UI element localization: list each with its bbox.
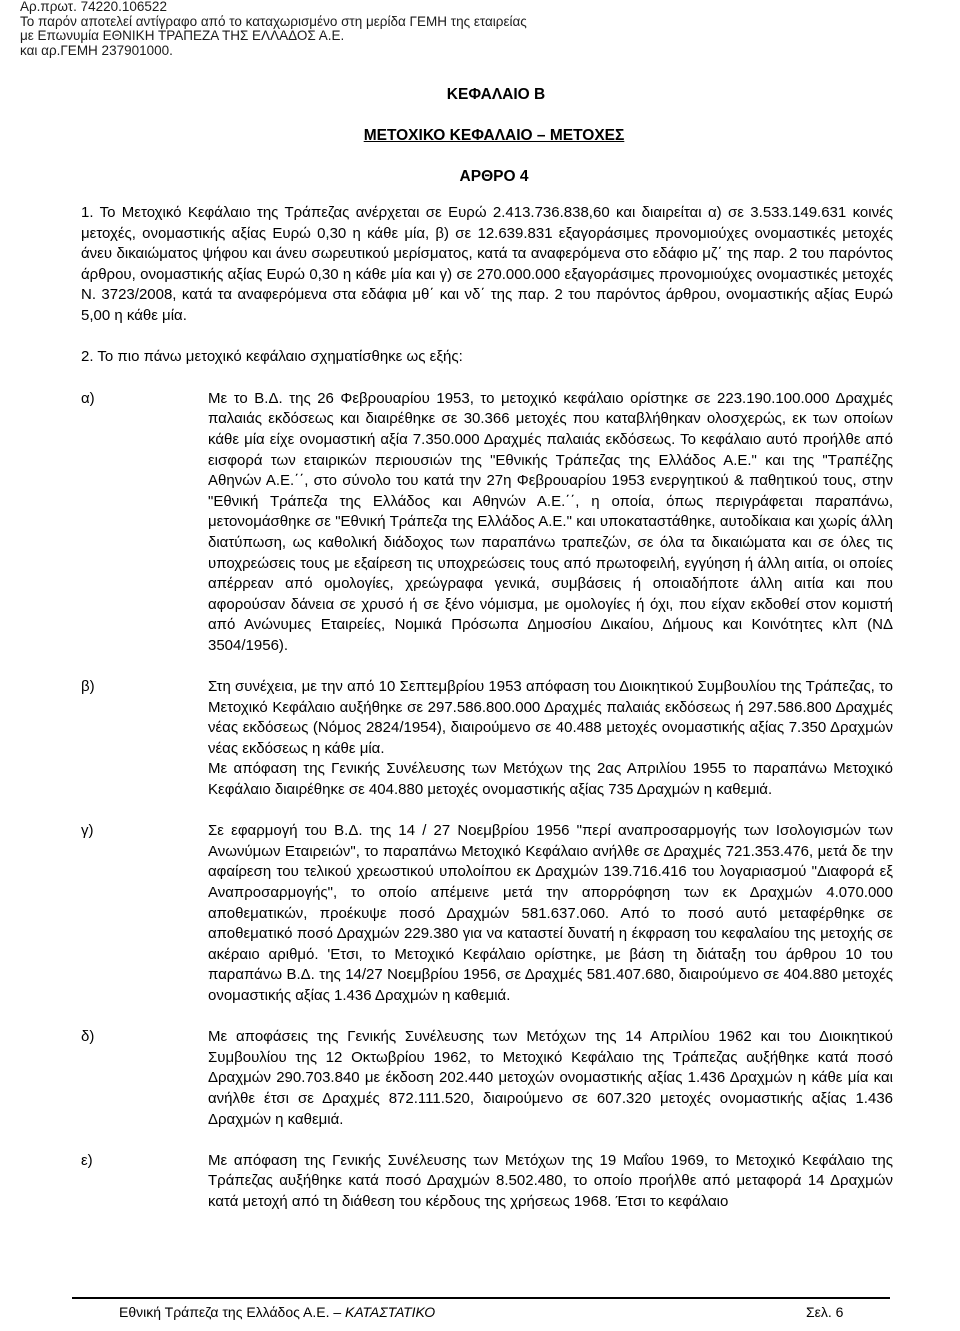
stamp-line-protocol: Αρ.πρωτ. 74220.106522 — [20, 0, 167, 14]
footer-bank-name: Εθνική Τράπεζα της Ελλάδος Α.Ε. – — [119, 1304, 346, 1320]
list-item — [81, 1151, 893, 1213]
section-heading: ΜΕΤΟΧΙΚΟ ΚΕΦΑΛΑΙΟ – ΜΕΤΟΧΕΣ — [363, 127, 625, 144]
list-item — [81, 677, 893, 801]
list-item-marker: β) — [81, 678, 95, 696]
list-item-text: Στη συνέχεια, με την από 10 Σεπτεμβρίου 1953 απόφαση του Διοικητικού Συμβουλίου της Τράπεζας, το Μετοχικό Κεφάλαιο αυξήθηκε σε 297.586.800.000 Δραχμές παλαιάς εκδόσεως ή 297.586.800 Δραχμές νέας εκδόσεως (Νόμος 2824/1954), διαιρούμενο σε 40.488 μετοχές ονομαστικής αξίας 7.350 Δραχμών νέας εκδόσεως η κάθε μία. — [208, 678, 893, 757]
article-heading: ΑΡΘΡΟ 4 — [459, 168, 529, 185]
paragraph-1: 1. Το Μετοχικό Κεφάλαιο της Τράπεζας ανέρχεται σε Ευρώ 2.413.736.838,60 και διαιρείται α) σε 3.533.149.631 κοινές μετοχές, ονομαστικής αξίας Ευρώ 0,30 η κάθε μία, β) σε 12.639.831 εξαγοράσιμες προνομιούχες ονομαστικές μετοχές άνευ δικαιώματος ψήφου και άνευ σωρευτικού μερίσματος, κατά τα αναφερόμενα στο εδάφιο μζ΄ της παρ. 2 του παρόντος άρθρου, ονομαστικής αξίας Ευρώ 0,30 η κάθε μία και γ) σε 270.000.000 εξαγοράσιμες προνομιούχες ονομαστικές μετοχές Ν. 3723/2008, κατά τα αναφερόμενα στα εδάφια μθ΄ και νδ΄ της παρ. 2 του παρόντος άρθρου, ονομαστικής αξίας Ευρώ 5,00 η κάθε μία. — [81, 204, 893, 324]
stamp-line-copy-note: Το παρόν αποτελεί αντίγραφο από το καταχωρισμένο στη μερίδα ΓΕΜΗ της εταιρείας — [20, 13, 527, 29]
paragraph-2: 2. Το πιο πάνω μετοχικό κεφάλαιο σχηματίσθηκε ως εξής: — [81, 348, 463, 366]
footer-page-number: Σελ. 6 — [806, 1304, 844, 1320]
stamp-line-company-name: με Επωνυμία ΕΘΝΙΚΗ ΤΡΑΠΕΖΑ ΤΗΣ ΕΛΛΑΔΟΣ Α.Ε. — [20, 28, 345, 43]
list-item-text: Σε εφαρμογή του Β.Δ. της 14 / 27 Νοεμβρίου 1956 "περί αναπροσαρμογής των Ισολογισμών των Ανωνύμων Εταιρειών", το παραπάνω Μετοχικό Κεφάλαιο ανήλθε σε Δραχμές 721.353.476, μετά δε την αφαίρεση του τελικού χρεωστικού υπολοίπου εκ Δραχμών 139.716.416 του λογαριασμού "Διαφορά εξ Αναπροσαρμογής", το οποίο απέμεινε μετά την απορρόφηση των εκ Δραχμών 4.070.000 αποθεματικών, προέκυψε ποσό Δραχμών 581.637.060. Από το ποσό αυτό μεταφέρθηκε σε αποθεματικό ποσό Δραχμών 229.380 για να καταστεί δυνατή η έκφραση του κεφαλαίου της μετοχής σε ακέραιο αριθμό. 'Ετσι, το Μετοχικό Κεφάλαιο ορίστηκε, με βάση τη διάταξη του άρθρου 10 του παραπάνω Β.Δ. της 14/27 Νοεμβρίου 1956, σε Δραχμές 581.407.680, διαιρούμενο σε 404.880 μετοχές ονομαστικής αξίας 1.436 Δραχμών η καθεμιά. — [208, 822, 893, 1004]
list-item-marker: δ) — [81, 1028, 95, 1046]
list-item — [81, 821, 893, 1006]
footer-doc-type: ΚΑΤΑΣΤΑΤΙΚΟ — [345, 1304, 436, 1320]
list-item-marker: γ) — [81, 822, 94, 840]
list-item — [81, 1027, 893, 1130]
footer-document-title — [119, 1304, 435, 1320]
list-item-marker: α) — [81, 389, 95, 407]
capital-history-list — [81, 389, 893, 1213]
list-item — [81, 389, 893, 657]
list-item-text: Με απόφαση της Γενικής Συνέλευσης των Μετόχων της 19 Μαΐου 1969, το Μετοχικό Κεφάλαιο της Τράπεζας αυξήθηκε κατά ποσό Δραχμών 8.502.480, το οποίο προήλθε από μεταφορά 14 Δραχμών κατά μετοχή από τη διάθεση του κέρδους της χρήσεως 1968. Έτσι το κεφάλαιο — [208, 1151, 893, 1210]
list-item-marker: ε) — [81, 1151, 93, 1169]
list-item-text-continued: Με απόφαση της Γενικής Συνέλευσης των Μετόχων της 2ας Απριλίου 1955 το παραπάνω Μετοχικό Κεφάλαιο διαιρέθηκε σε 404.880 μετοχές ονομαστικής αξίας 735 Δραχμών η καθεμιά. — [208, 760, 893, 799]
list-item-text: Με αποφάσεις της Γενικής Συνέλευσης των Μετόχων της 14 Απριλίου 1962 και του Διοικητικού Συμβουλίου της 12 Οκτωβρίου 1962, το Μετοχικό Κεφάλαιο της Τράπεζας αυξήθηκε κατά ποσό Δραχμών 290.703.840 με έκδοση 202.440 μετοχών ονομαστικής αξίας 1.436 Δραχμών η κάθε μία και ανήλθε έτσι σε Δραχμές 872.111.520, διαιρούμενο σε 607.320 μετοχές ονομαστικής αξίας 1.436 Δραχμών η καθεμιά. — [208, 1028, 893, 1128]
stamp-line-gemi-number: και αρ.ΓΕΜΗ 237901000. — [20, 42, 173, 58]
footer-divider — [72, 1297, 890, 1299]
registry-stamp — [20, 0, 527, 58]
list-item-text: Με το Β.Δ. της 26 Φεβρουαρίου 1953, το μετοχικό κεφάλαιο ορίστηκε σε 223.190.100.000 Δραχμές παλαιάς εκδόσεως και διαιρέθηκε σε 30.366 μετοχές που καταβλήθηκαν ολοσχερώς, εκ των οποίων κάθε μία είχε ονομαστική αξία 7.350.000 Δραχμές παλαιάς εκδόσεως. Το κεφάλαιο αυτό προήλθε από εισφορά των εταιρικών περιουσιών της "Εθνικής Τράπεζας της Ελλάδος Α.Ε." και της "Τραπέζης Αθηνών Α.Ε.΄΄, στο σύνολο του κατά την 27η Φεβρουαρίου 1953 ενεργητικού & παθητικού τους, στην "Εθνική Τράπεζα της Ελλάδος και Αθηνών Α.Ε.΄΄, η οποία, όπως περιγράφεται παραπάνω, μετονομάσθηκε σε "Εθνική Τράπεζα της Ελλάδος Α.Ε." και υποκαταστάθηκε, αυτοδίκαια και χωρίς άλλη διατύπωση, ως καθολική διάδοχος των παραπάνω τραπεζών, σε όλα τα δικαιώματα και σε όλες τις υποχρεώσεις τους με εξαίρεση τις υποχρεώσεις τους από πρωτοφειλή, εγγύηση ή άλλη αιτία, οι οποίες απέρρεαν από ομολογίες, χρεώγραφα γενικά, συμβάσεις ή οποιαδήποτε άλλη αιτία και που αφορούσαν δάνεια σε χρυσό ή σε ξένο νόμισμα, με ομολογίες ή όχι, που είχαν εκδοθεί στον κομιστή από Ανώνυμες Εταιρείες, Νομικά Πρόσωπα Δημοσίου Δικαίου, Δήμους και Κοινότητες κλπ (ΝΔ 3504/1956). — [208, 389, 893, 654]
article-body — [81, 203, 893, 1213]
chapter-heading: ΚΕΦΑΛΑΙΟ Β — [446, 86, 546, 103]
